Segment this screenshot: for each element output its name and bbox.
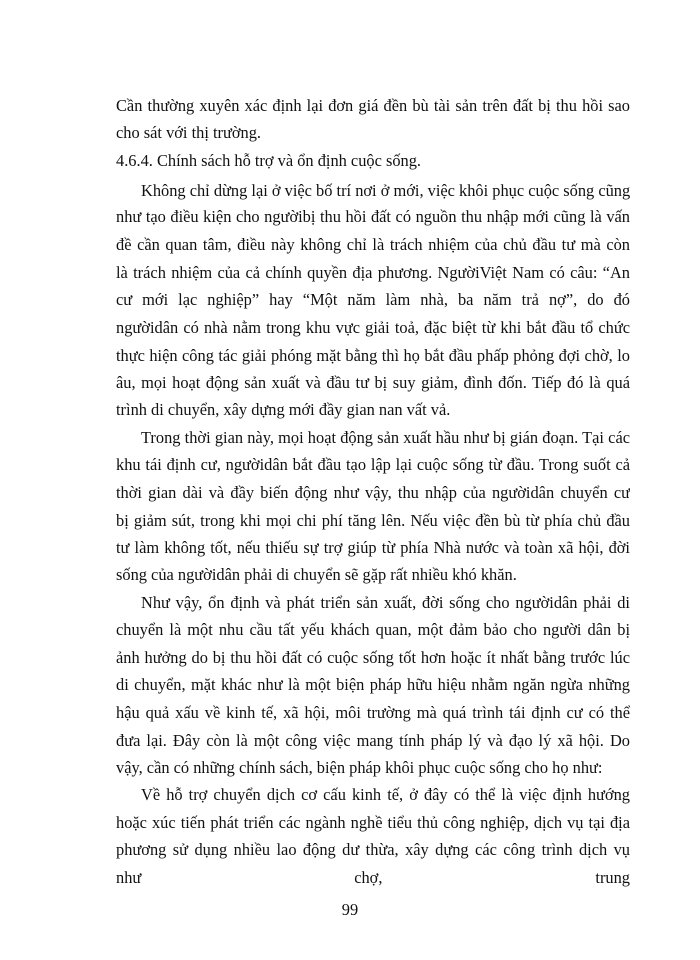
text-line: sống của ngườidân phải di chuyển sẽ gặp rất nhiều khó khăn. xyxy=(116,564,517,584)
text-line: ảnh hưởng do bị thu hồi đất có cuộc sống tốt hơn hoặc ít nhất bằng trước lúc xyxy=(116,647,630,667)
text-line: thực hiện công tác giải phóng mặt bằng thì họ bắt đầu phấp phỏng đợi chờ, lo xyxy=(116,345,630,365)
text-line: vậy, cần có những chính sách, biện pháp khôi phục cuộc sống cho họ như: xyxy=(116,757,603,777)
text-line: khu tái định cư, ngườidân bắt đầu tạo lập lại cuộc sống từ đầu. Trong suốt cả xyxy=(116,455,630,475)
text-line: hoặc xúc tiến phát triển các ngành nghề tiểu thủ công nghiệp, dịch vụ tại địa xyxy=(116,812,630,832)
text-line: Không chỉ dừng lại ở việc bố trí nơi ở mới, việc khôi phục cuộc sống cũng xyxy=(141,180,630,200)
text-line: tư làm không tốt, nếu thiếu sự trợ giúp từ phía Nhà nước và toàn xã hội, đời xyxy=(116,538,630,558)
text-line: âu, mọi hoạt động sản xuất và đầu tư bị suy giảm, đình đốn. Tiếp đó là quá xyxy=(116,373,630,393)
text-line: thời gian dài và đầy biến động như vậy, thu nhập của ngườidân chuyển cư xyxy=(116,482,630,502)
section-heading: 4.6.4. Chính sách hỗ trợ và ổn định cuộc sống. xyxy=(116,151,422,171)
text-line: là trách nhiệm của cả chính quyền địa phương. NgườiViệt Nam có câu: “An xyxy=(116,262,630,282)
text-line: trình di chuyển, xây dựng mới đầy gian nan vất vả. xyxy=(116,400,451,419)
text-line: bị giảm sút, trong khi mọi chi phí tăng lên. Nếu việc đền bù từ phía chủ đầu xyxy=(116,510,630,530)
text-line: chuyển là một nhu cầu tất yếu khách quan, một đảm bảo cho người dân bị xyxy=(116,620,630,640)
page-number: 99 xyxy=(341,900,359,919)
text-line: phương sử dụng nhiều lao động dư thừa, xây dựng các công trình dịch vụ xyxy=(116,840,630,860)
text-line: cư mới lạc nghiệp” hay “Một năm làm nhà, ba năm trả nợ”, do đó xyxy=(116,290,630,310)
text-line: hậu quả xấu về kinh tế, xã hội, môi trường mà quá trình tái định cư có thể xyxy=(116,703,630,723)
text-line: đưa lại. Đây còn là một công việc mang tính pháp lý và đạo lý xã hội. Do xyxy=(116,730,630,750)
text-line: di chuyển, mặt khác như là một biện pháp hữu hiệu nhằm ngăn ngừa những xyxy=(116,675,630,695)
text-line: như tạo điều kiện cho ngườibị thu hồi đất có nguồn thu nhập mới cũng là vấn xyxy=(116,207,630,227)
text-line: Cần thường xuyên xác định lại đơn giá đền bù tài sản trên đất bị thu hồi sao xyxy=(116,96,630,115)
text-line: Trong thời gian này, mọi hoạt động sản xuất hầu như bị gián đoạn. Tại các xyxy=(141,427,630,447)
text-line: Về hỗ trợ chuyển dịch cơ cấu kinh tế, ở đây có thể là việc định hướng xyxy=(141,785,630,805)
text-line: ngườidân có nhà nằm trong khu vực giải toả, đặc biệt từ khi bắt đầu tổ chức xyxy=(116,318,630,337)
text-line: Như vậy, ổn định và phát triển sản xuất, đời sống cho ngườidân phải di xyxy=(141,592,630,612)
text-line: như chợ, trung xyxy=(116,868,630,887)
text-line: cho sát với thị trường. xyxy=(116,122,262,142)
text-line: đề cần quan tâm, điều này không chỉ là trách nhiệm của chủ đầu tư mà còn xyxy=(116,235,630,255)
